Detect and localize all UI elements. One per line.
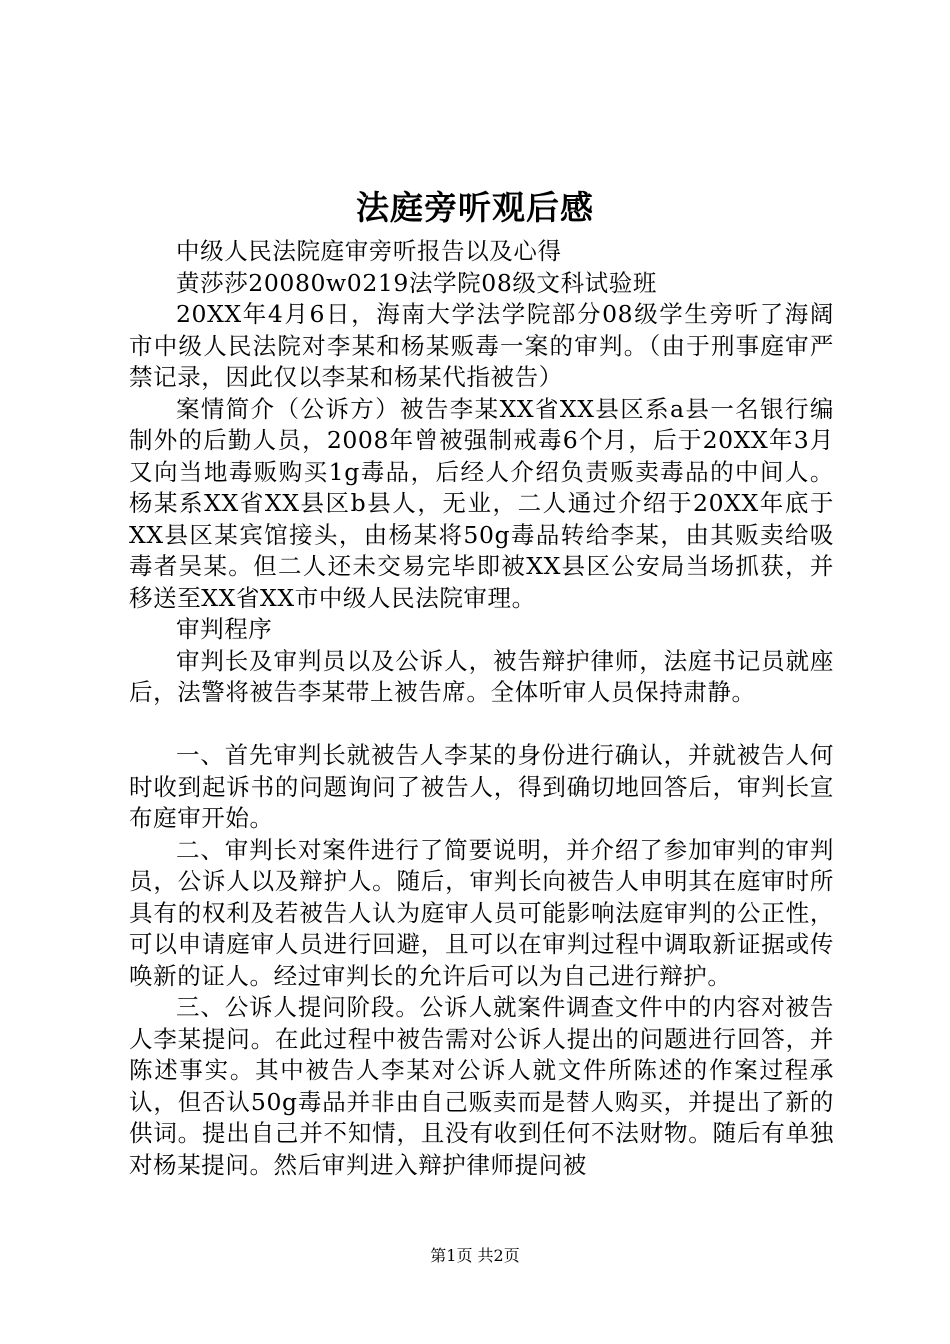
page-footer: 第1页 共2页 <box>430 1246 520 1265</box>
author-line: 黄莎莎20080w0219法学院08级文科试验班 <box>176 268 657 297</box>
procedure-paragraph: 审判长及审判员以及公诉人，被告辩护律师，法庭书记员就座后，法警将被告李某带上被告席。全体听审人员保持肃静。 <box>129 646 834 706</box>
blank-line <box>129 709 834 741</box>
document-body <box>129 236 834 1181</box>
document-title: 法庭旁听观后感 <box>356 188 594 227</box>
step-one-paragraph: 一、首先审判长就被告人李某的身份进行确认，并就被告人何时收到起诉书的问题询问了被告人，得到确切地回答后，审判长宣布庭审开始。 <box>129 741 834 832</box>
intro-paragraph: 20XX年4月6日，海南大学法学院部分08级学生旁听了海阔市中级人民法院对李某和杨某贩毒一案的审判。（由于刑事庭审严禁记录，因此仅以李某和杨某代指被告） <box>129 300 834 391</box>
case-summary-paragraph: 案情简介（公诉方）被告李某XX省XX县区系a县一名银行编制外的后勤人员，2008年曾被强制戒毒6个月，后于20XX年3月又向当地毒贩购买1g毒品，后经人介绍负责贩卖毒品的中间人。杨某系XX省XX县区b县人，无业，二人通过介绍于20XX年底于XX县区某宾馆接头，由杨某将50g毒品转给李某，由其贩卖给吸毒者吴某。但二人还未交易完毕即被XX县区公安局当场抓获，并移送至XX省XX市中级人民法院审理。 <box>129 394 834 612</box>
subtitle-paragraph: 中级人民法院庭审旁听报告以及心得 <box>176 237 562 265</box>
section-heading-procedure: 审判程序 <box>176 615 273 643</box>
step-two-paragraph: 二、审判长对案件进行了简要说明，并介绍了参加审判的审判员，公诉人以及辩护人。随后，审判长向被告人申明其在庭审时所具有的权利及若被告人认为庭审人员可能影响法庭审判的公正性，可以申请庭审人员进行回避，且可以在审判过程中调取新证据或传唤新的证人。经过审判长的允许后可以为自己进行辩护。 <box>129 835 834 990</box>
step-three-paragraph: 三、公诉人提问阶段。公诉人就案件调查文件中的内容对被告人李某提问。在此过程中被告需对公诉人提出的问题进行回答，并陈述事实。其中被告人李某对公诉人就文件所陈述的作案过程承认，但否认50g毒品并非由自己贩卖而是替人购买，并提出了新的供词。提出自己并不知情，且没有收到任何不法财物。随后有单独对杨某提问。然后审判进入辩护律师提问被 <box>129 993 834 1179</box>
